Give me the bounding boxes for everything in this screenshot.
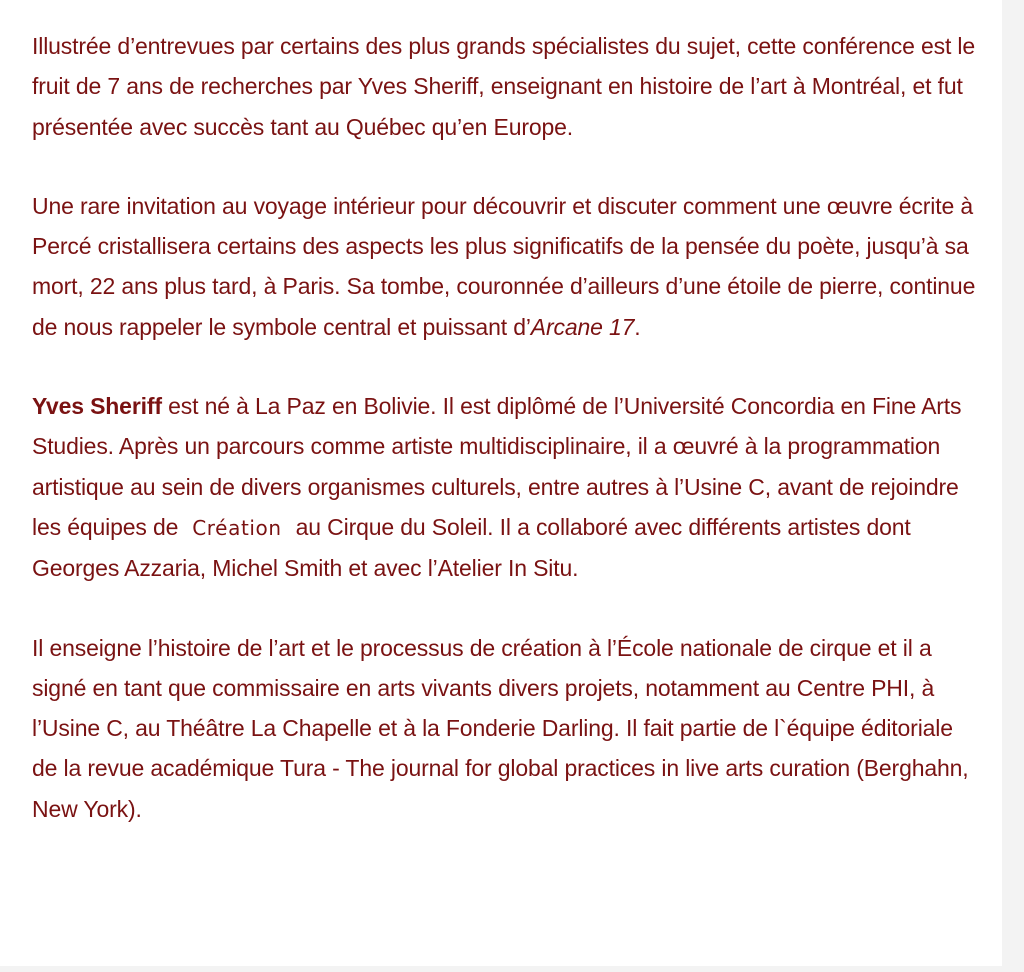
article-body xyxy=(32,26,977,829)
paragraph-biography xyxy=(32,386,977,588)
author-name: Yves Sheriff xyxy=(32,393,162,420)
creation-word: Création xyxy=(192,515,282,540)
teaching-text: Il enseigne l’histoire de l’art et le processus de création à l’École nationale de cirque et il a signé en tant que commissaire en arts vivants divers projets, notamment au Centre PHI, à l’Usine C, au Théâtre La Chapelle et à la Fonderie Darling. Il fait partie de l`équipe éditoriale de la revue académique Tura - The journal for global practices in live arts curation (Berghahn, New York). xyxy=(32,634,969,822)
biography-text: est né à La Paz en Bolivie. Il est diplômé de l’Université Concordia en Fine Arts Studies. Après un parcours comme artiste multidisciplinaire, il a œuvré à la programmation artistique au sein de divers organismes culturels, entre autres à l’Usine C, avant de rejoindre les équipes de xyxy=(32,393,962,540)
intro-text: Illustrée d’entrevues par certains des plus grands spécialistes du sujet, cette conférence est le fruit de 7 ans de recherches par Yves Sheriff, enseignant en histoire de l’art à Montréal, et fut présentée avec succès tant au Québec qu’en Europe. xyxy=(32,33,976,140)
invitation-text: Une rare invitation au voyage intérieur pour découvrir et discuter comment une œuvre écrite à Percé cristallisera certains des aspects les plus significatifs de la pensée du poète, jusqu’à sa mort, 22 ans plus tard, à Paris. Sa tombe, couronnée d’ailleurs d’une étoile de pierre, continue de nous rappeler le symbole central et puissant d’ xyxy=(32,192,976,340)
work-title-arcane-17: Arcane 17 xyxy=(530,313,635,340)
paragraph-invitation xyxy=(32,186,977,347)
scroll-gutter xyxy=(1002,0,1024,972)
invitation-tail: . xyxy=(634,313,641,340)
biography-tail: au Cirque du Soleil. Il a collaboré avec différents artistes dont Georges Azzaria, Michel Smith et avec l’Atelier In Situ. xyxy=(32,513,911,582)
paragraph-teaching xyxy=(32,628,977,829)
paragraph-intro xyxy=(32,26,977,147)
bottom-edge xyxy=(0,966,1024,972)
